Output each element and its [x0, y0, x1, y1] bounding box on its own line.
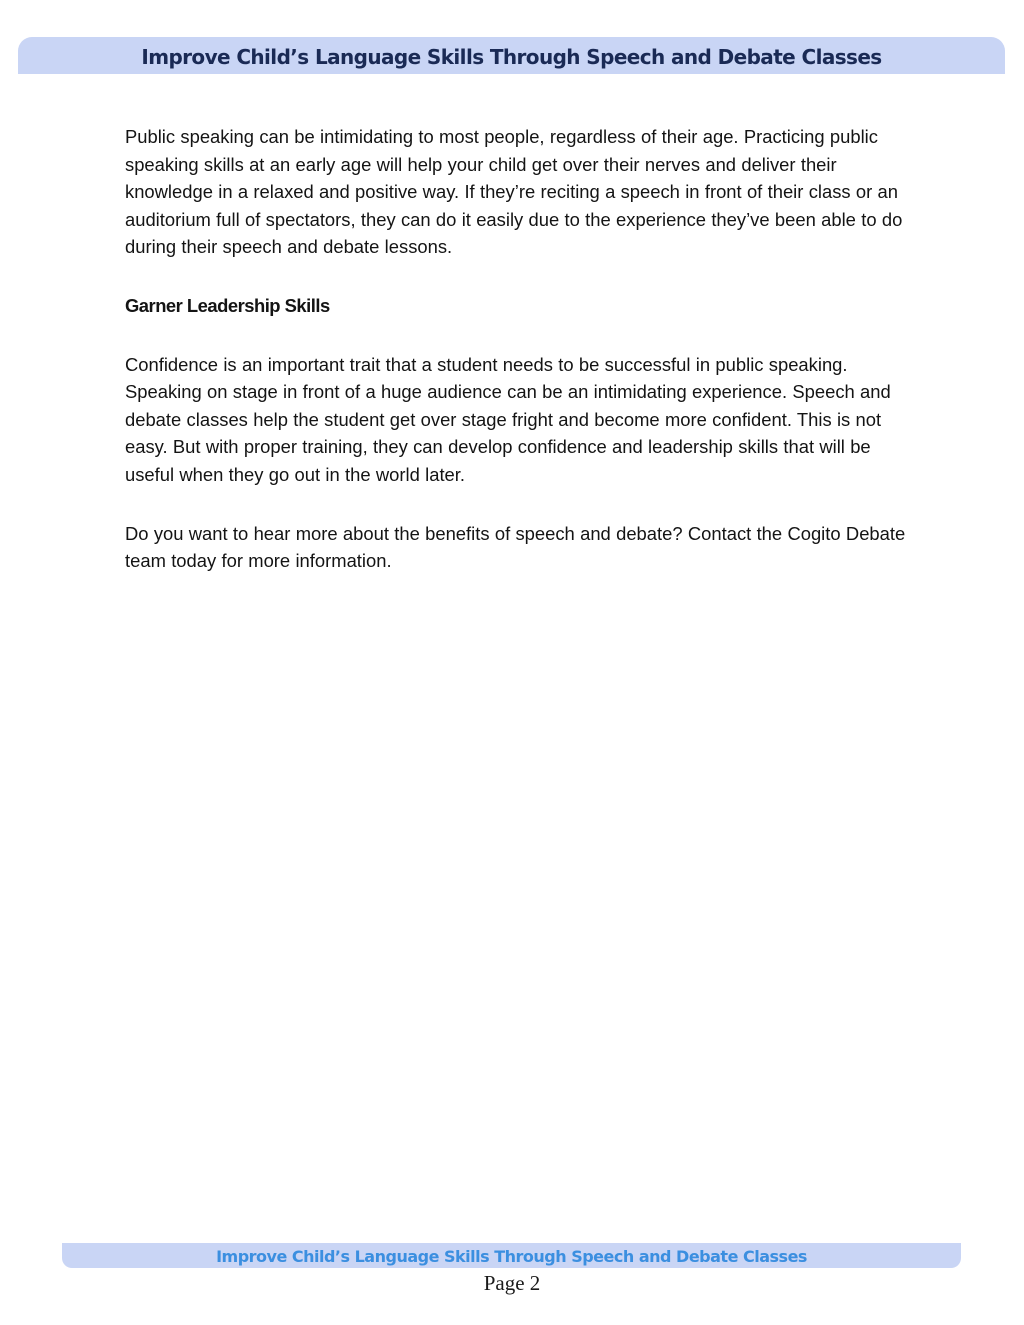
paragraph-public-speaking: Public speaking can be intimidating to most people, regardless of their age. Practicing public speaking skills at an early age will help your child get over their nerves and deliver their knowledge in a relaxed and positive way. If they’re reciting a speech in front of their class or an auditorium full of spectators, they can do it easily due to the experience they’ve been able to do during their speech and debate lessons. — [125, 126, 903, 258]
section-heading-leadership: Garner Leadership Skills — [125, 294, 330, 316]
document-body — [125, 123, 915, 606]
paragraph-confidence: Confidence is an important trait that a student needs to be successful in public speaking. Speaking on stage in front of a huge audience can be an intimidating experience. Speech and debate classes help the student get over stage fright and become more confident. This is not easy. But with proper training, they can develop confidence and leadership skills that will be useful when they go out in the world later. — [125, 353, 891, 485]
header-title: Improve Child’s Language Skills Through Speech and Debate Classes — [141, 44, 882, 69]
page-number: Page 2 — [483, 1271, 541, 1295]
footer-banner — [62, 1243, 961, 1268]
footer-title: Improve Child’s Language Skills Through Speech and Debate Classes — [216, 1247, 807, 1266]
paragraph-contact: Do you want to hear more about the benefits of speech and debate? Contact the Cogito Debate team today for more information. — [125, 522, 906, 572]
header-banner — [18, 37, 1005, 74]
